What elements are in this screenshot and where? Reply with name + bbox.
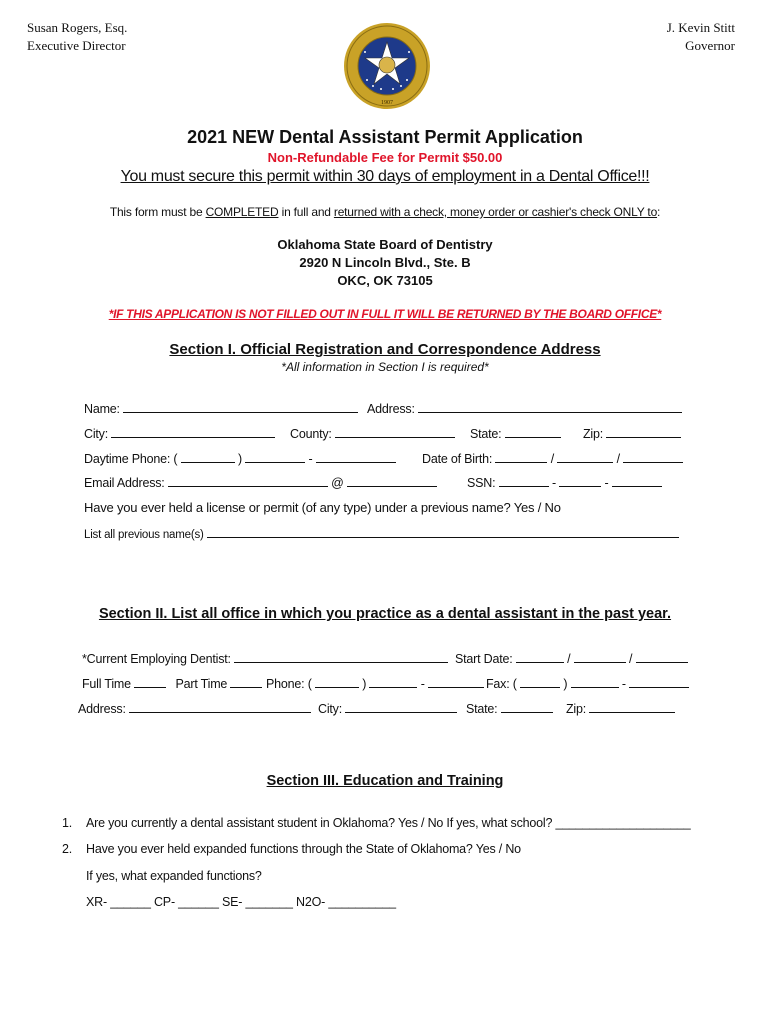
current-dentist-label: *Current Employing Dentist: [82, 652, 231, 666]
current-dentist-field[interactable] [234, 651, 448, 663]
office-fax-line-field[interactable] [629, 676, 689, 688]
executive-director-name: Susan Rogers, Esq. [27, 20, 128, 35]
instruction-part: in full and [278, 205, 334, 219]
start-slash: / [628, 652, 633, 666]
office-phone-label: Phone: ( [266, 677, 312, 691]
state-seal-icon [343, 22, 431, 110]
office-zip-field[interactable] [589, 701, 675, 713]
start-month-field[interactable] [516, 651, 564, 663]
office-phone-paren: ) [362, 677, 367, 691]
dob-month-field[interactable] [495, 451, 547, 463]
start-day-field[interactable] [574, 651, 626, 663]
county-label: County: [290, 427, 332, 441]
ssn-dash: - [604, 476, 609, 490]
name-label: Name: [84, 402, 120, 416]
fee-notice: Non-Refundable Fee for Permit $50.00 [267, 150, 503, 165]
phone-line-field[interactable] [316, 451, 396, 463]
previous-names-field[interactable] [207, 526, 679, 538]
section-3-title: Section III. Education and Training [266, 773, 504, 789]
section-1-note: *All information in Section I is required* [281, 360, 489, 374]
instruction-part: This form must be [109, 205, 206, 219]
dob-row [422, 451, 683, 466]
office-state-label: State: [466, 702, 498, 716]
seal-year: 1907 [381, 100, 393, 106]
question-2-text: Have you ever held expanded functions through the State of Oklahoma? Yes / No [86, 842, 521, 856]
page-title: 2021 NEW Dental Assistant Permit Application [187, 127, 583, 147]
ssn-part3-field[interactable] [612, 475, 662, 487]
previous-names-row [84, 526, 679, 541]
office-phone-line-field[interactable] [428, 676, 484, 688]
city-label: City: [84, 427, 109, 441]
daytime-phone-row [84, 451, 396, 466]
email-label: Email Address: [84, 476, 165, 490]
name-field[interactable] [123, 401, 358, 413]
email-at: @ [331, 476, 344, 490]
office-phone-dash: - [420, 677, 425, 691]
county-row [290, 426, 455, 441]
full-time-field[interactable] [134, 676, 166, 688]
state-field[interactable] [505, 426, 561, 438]
office-fax-paren: ) [563, 677, 568, 691]
name-row [84, 401, 358, 416]
ssn-row [467, 475, 662, 490]
instruction-returned: returned with a check, money order or cashier's check ONLY to [333, 205, 658, 219]
part-time-field[interactable] [230, 676, 262, 688]
ssn-dash: - [551, 476, 556, 490]
office-fax-label: Fax: ( [486, 677, 517, 691]
governor-name: J. Kevin Stitt [666, 20, 735, 35]
ssn-part1-field[interactable] [499, 475, 549, 487]
office-zip-row [566, 701, 675, 716]
ssn-label: SSN: [467, 476, 496, 490]
board-city: OKC, OK 73105 [337, 273, 433, 288]
office-address-row [78, 701, 311, 716]
expanded-functions-question: If yes, what expanded functions? [86, 869, 262, 883]
email-user-field[interactable] [168, 475, 328, 487]
daytime-phone-label: Daytime Phone: ( [84, 452, 178, 466]
phone-area-code-field[interactable] [181, 451, 235, 463]
ssn-part2-field[interactable] [559, 475, 601, 487]
section-2-title: Section II. List all office in which you practice as a dental assistant in the past year. [98, 606, 672, 622]
start-date-row [455, 651, 688, 666]
start-slash: / [567, 652, 571, 666]
phone-paren: ) [237, 452, 242, 466]
instruction-completed: COMPLETED [205, 205, 279, 219]
zip-field[interactable] [606, 426, 681, 438]
section-1-title: Section I. Official Registration and Correspondence Address [169, 341, 601, 358]
city-field[interactable] [111, 426, 275, 438]
full-time-label: Full Time [82, 677, 131, 691]
dob-day-field[interactable] [557, 451, 613, 463]
instruction-part: : [657, 205, 661, 219]
start-date-label: Start Date: [455, 652, 513, 666]
email-domain-field[interactable] [347, 475, 437, 487]
employment-type-row [82, 676, 262, 691]
phone-dash: - [308, 452, 313, 466]
state-row [470, 426, 561, 441]
office-fax-prefix-field[interactable] [571, 676, 619, 688]
question-2-number: 2. [62, 842, 73, 856]
county-field[interactable] [335, 426, 455, 438]
office-fax-row [486, 676, 689, 691]
board-street: 2920 N Lincoln Blvd., Ste. B [299, 255, 471, 270]
office-phone-prefix-field[interactable] [369, 676, 417, 688]
executive-director-title: Executive Director [27, 38, 126, 53]
governor-title: Governor [685, 38, 735, 53]
office-city-field[interactable] [345, 701, 457, 713]
dob-slash: / [616, 452, 620, 466]
instruction-text [0, 205, 770, 219]
office-fax-area-field[interactable] [520, 676, 560, 688]
office-city-label: City: [318, 702, 343, 716]
address-row [367, 401, 682, 416]
board-address [0, 236, 770, 290]
expanded-functions-fields[interactable]: XR- ______ CP- ______ SE- _______ N2O- __________ [86, 895, 396, 909]
dob-year-field[interactable] [623, 451, 683, 463]
part-time-label: Part Time [175, 677, 228, 691]
dob-slash: / [550, 452, 554, 466]
question-1-text: Are you currently a dental assistant student in Oklahoma? Yes / No If yes, what school? ____________________ [86, 816, 691, 830]
office-state-field[interactable] [501, 701, 553, 713]
city-row [84, 426, 275, 441]
phone-prefix-field[interactable] [245, 451, 305, 463]
office-address-label: Address: [78, 702, 126, 716]
office-phone-row [266, 676, 484, 691]
governor-block [667, 19, 735, 55]
address-field[interactable] [418, 401, 682, 413]
current-dentist-row [82, 651, 448, 666]
office-city-row [318, 701, 457, 716]
office-zip-label: Zip: [566, 702, 587, 716]
permit-deadline-notice: You must secure this permit within 30 days of employment in a Dental Office!!! [120, 168, 650, 185]
start-year-field[interactable] [636, 651, 688, 663]
dob-label: Date of Birth: [422, 452, 493, 466]
email-row [84, 475, 437, 490]
office-address-field[interactable] [129, 701, 311, 713]
executive-director-block [27, 19, 127, 55]
zip-row [583, 426, 681, 441]
office-fax-dash: - [621, 677, 626, 691]
office-phone-area-field[interactable] [315, 676, 359, 688]
state-label: State: [470, 427, 502, 441]
address-label: Address: [367, 402, 415, 416]
previous-name-question: Have you ever held a license or permit (of any type) under a previous name? Yes / No [84, 500, 561, 515]
board-name: Oklahoma State Board of Dentistry [277, 237, 493, 252]
zip-label: Zip: [583, 427, 604, 441]
previous-names-label: List all previous name(s) [84, 529, 204, 541]
office-state-row [466, 701, 553, 716]
incomplete-warning: *IF THIS APPLICATION IS NOT FILLED OUT IN FULL IT WILL BE RETURNED BY THE BOARD OFFICE* [108, 307, 662, 321]
question-1-number: 1. [62, 816, 73, 830]
